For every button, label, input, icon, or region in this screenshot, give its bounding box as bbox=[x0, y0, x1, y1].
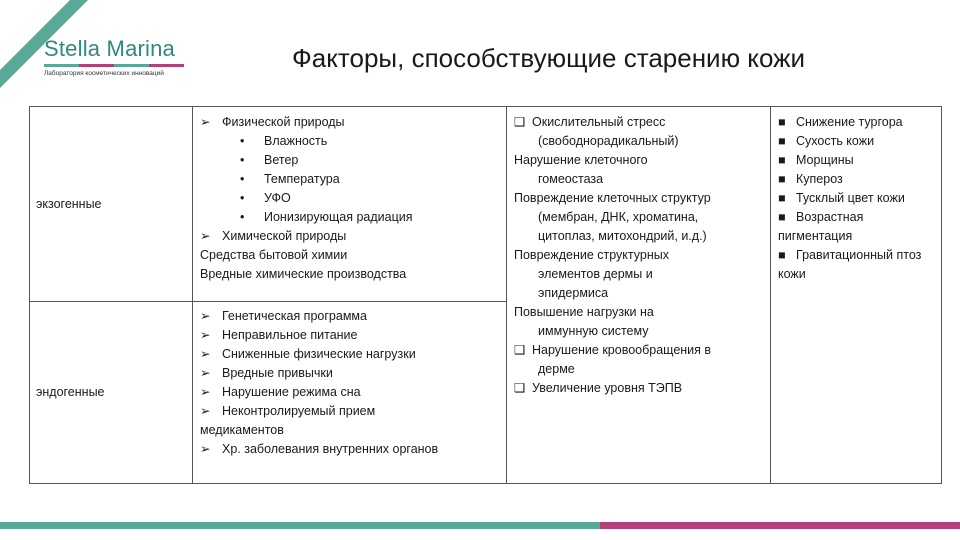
arrow-bullet-icon: ➢ bbox=[200, 347, 211, 361]
list-item: ➢ Неправильное питание bbox=[200, 326, 506, 345]
arrow-bullet-icon: ➢ bbox=[200, 309, 211, 323]
list-item: ➢ Хр. заболевания внутренних органов bbox=[200, 440, 506, 459]
list-item: • Температура bbox=[200, 170, 506, 189]
arrow-bullet-icon: ➢ bbox=[200, 385, 211, 399]
list-item: ➢ Сниженные физические нагрузки bbox=[200, 345, 506, 364]
list-item: ➢ Вредные привычки bbox=[200, 364, 506, 383]
list-item: • Ионизирующая радиация bbox=[200, 208, 506, 227]
dot-bullet-icon: • bbox=[240, 210, 245, 224]
page-title: Факторы, способствующие старению кожи bbox=[292, 43, 806, 73]
mechanisms-cell: ❑ Окислительный стресс (свободнорадикальный) Нарушение клеточного гомеостаза Повреждение клеточных структур (мембран, ДНК, хроматина, цитоплаз, митохондрий, и.д.) Повреждение структурных элементов дермы и эпидермиса Повышение нагрузки на иммунную систему ❑ Нарушение кровообращения в дерме ❑ Увеличение уровня ТЭПВ bbox=[507, 107, 771, 484]
list-item: ➢ Физической природы bbox=[200, 113, 506, 132]
list-item: • Влажность bbox=[200, 132, 506, 151]
logo-name: Stella Marina bbox=[44, 36, 175, 61]
signs-cell: ■ Снижение тургора ■ Сухость кожи ■ Морщины ■ Купероз ■ Тусклый цвет кожи ■ Возрастная пигментация ■ Гравитационный птоз кожи bbox=[771, 107, 942, 484]
dot-bullet-icon: • bbox=[240, 153, 245, 167]
logo-subtitle: Лаборатория косметических инноваций bbox=[44, 70, 164, 77]
checkbox-bullet-icon: ❑ bbox=[514, 343, 526, 357]
square-bullet-icon: ■ bbox=[778, 172, 786, 186]
list-item: ➢ Нарушение режима сна bbox=[200, 383, 506, 402]
dot-bullet-icon: • bbox=[240, 172, 245, 186]
logo-color-bar bbox=[44, 64, 184, 67]
list-item: ➢ Неконтролируемый прием bbox=[200, 402, 506, 421]
factors-table bbox=[29, 106, 942, 484]
checkbox-bullet-icon: ❑ bbox=[514, 381, 526, 395]
endogenous-factors-cell bbox=[193, 302, 507, 484]
checkbox-bullet-icon: ❑ bbox=[514, 115, 526, 129]
list-item: ➢ Генетическая программа bbox=[200, 307, 506, 326]
arrow-bullet-icon: ➢ bbox=[200, 366, 211, 380]
list-item: • УФО bbox=[200, 189, 506, 208]
square-bullet-icon: ■ bbox=[778, 153, 786, 167]
square-bullet-icon: ■ bbox=[778, 210, 786, 224]
row-label-endogenous: эндогенные bbox=[30, 302, 193, 484]
list-item: ➢ Химической природы bbox=[200, 227, 506, 246]
table-row-exogenous bbox=[30, 107, 942, 302]
dot-bullet-icon: • bbox=[240, 191, 245, 205]
row-label-exogenous: экзогенные bbox=[30, 107, 193, 302]
arrow-bullet-icon: ➢ bbox=[200, 442, 211, 456]
dot-bullet-icon: • bbox=[240, 134, 245, 148]
arrow-bullet-icon: ➢ bbox=[200, 115, 211, 129]
list-item: Вредные химические производства bbox=[200, 267, 407, 281]
square-bullet-icon: ■ bbox=[778, 248, 786, 262]
logo bbox=[44, 36, 184, 77]
list-item: • Ветер bbox=[200, 151, 506, 170]
arrow-bullet-icon: ➢ bbox=[200, 404, 211, 418]
square-bullet-icon: ■ bbox=[778, 115, 786, 129]
bottom-color-bar bbox=[0, 522, 960, 529]
list-item: медикаментов bbox=[200, 423, 284, 437]
arrow-bullet-icon: ➢ bbox=[200, 229, 211, 243]
square-bullet-icon: ■ bbox=[778, 134, 786, 148]
exogenous-factors-cell bbox=[193, 107, 507, 302]
arrow-bullet-icon: ➢ bbox=[200, 328, 211, 342]
list-item: Средства бытовой химии bbox=[200, 248, 348, 262]
square-bullet-icon: ■ bbox=[778, 191, 786, 205]
